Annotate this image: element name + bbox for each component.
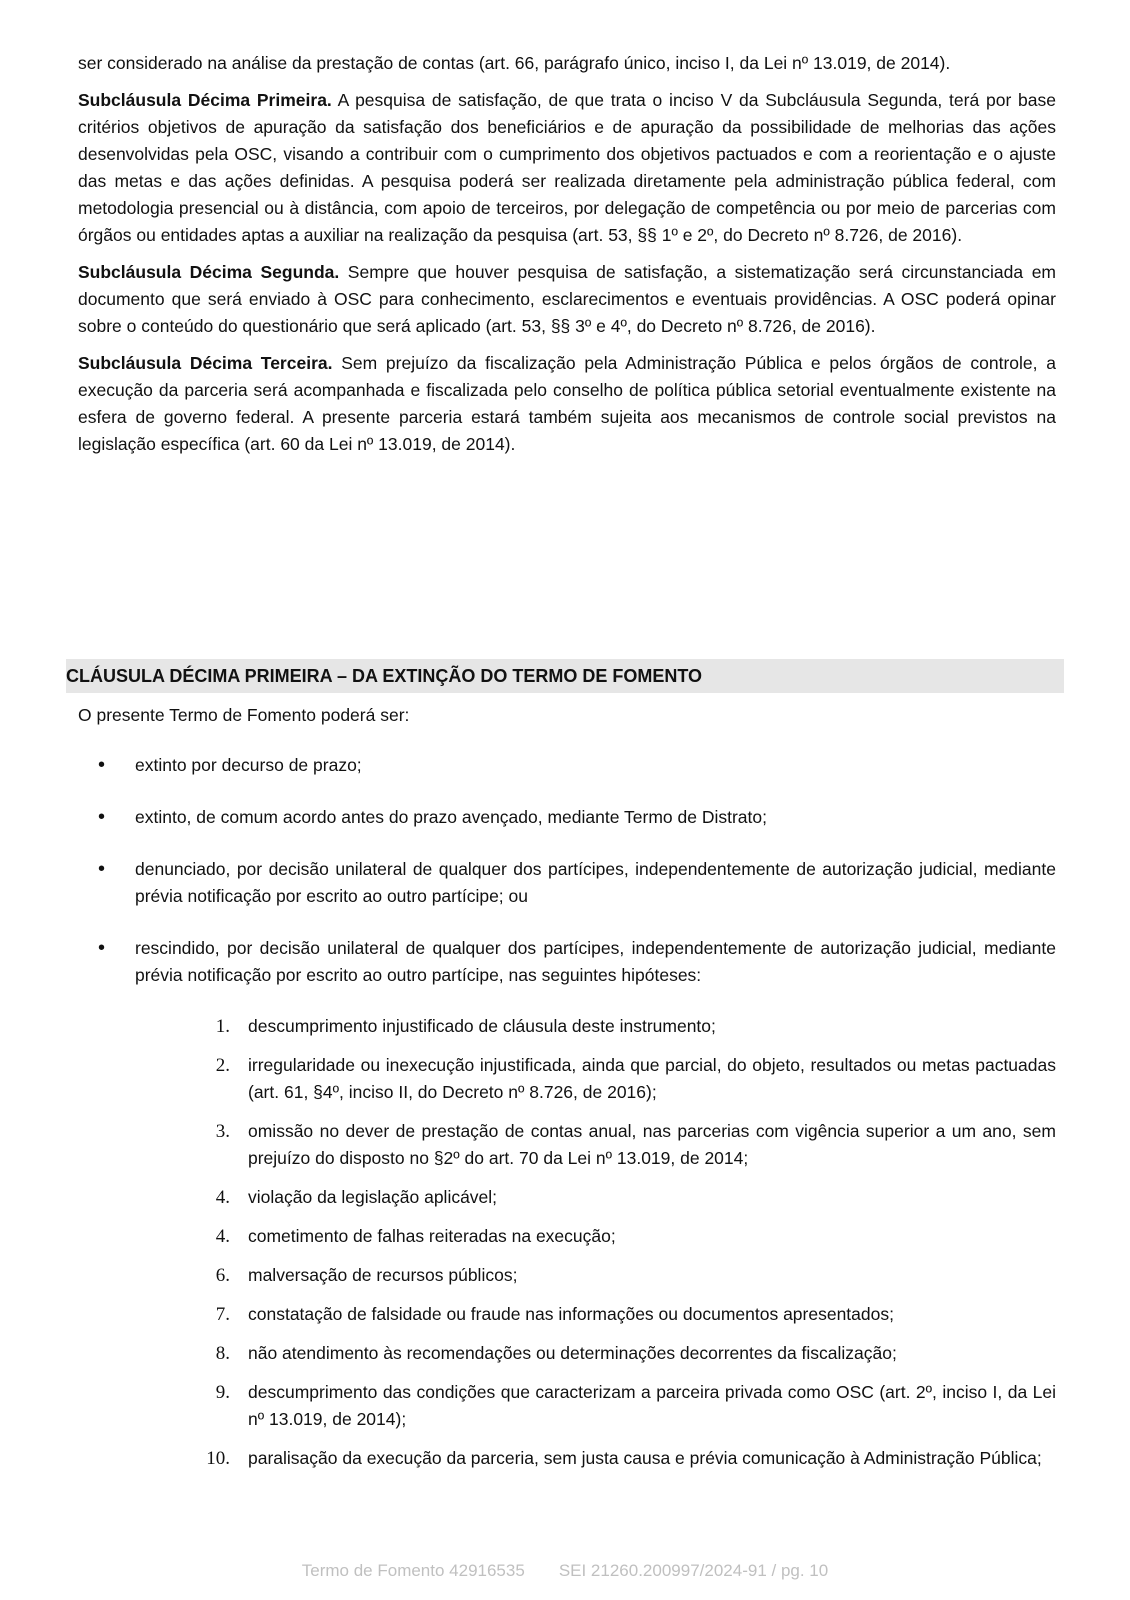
- item-text: malversação de recursos públicos;: [248, 1265, 518, 1285]
- body-text: [78, 50, 1056, 468]
- item-number: 2.: [215, 1055, 230, 1076]
- termination-bullet-list: [78, 752, 1056, 989]
- subclause-text: Sem prejuízo da fiscalização pela Administração Pública e pelos órgãos de controle, a execução da parceria será acompanhada e fiscalizada pelo conselho de política pública setorial eventualmente existente na esfera de governo federal. A presente parceria estará também sujeita aos mecanismos de controle social previstos na legislação específica (art. 60 da Lei nº 13.019, de 2014).: [78, 353, 1056, 454]
- list-item: [78, 1118, 1056, 1172]
- list-item: [78, 1262, 1056, 1289]
- item-text: violação da legislação aplicável;: [248, 1187, 498, 1207]
- item-text: constatação de falsidade ou fraude nas informações ou documentos apresentados;: [248, 1304, 894, 1324]
- subclause-thirteenth: [78, 350, 1056, 458]
- list-item: [78, 1301, 1056, 1328]
- item-number: 4.: [215, 1187, 230, 1208]
- list-item: • denunciado, por decisão unilateral de qualquer dos partícipes, independentemente de autorização judicial, mediante prévia notificação por escrito ao outro partícipe; ou: [78, 856, 1056, 910]
- list-item: [78, 1340, 1056, 1367]
- paragraph-text: ser considerado na análise da prestação de contas (art. 66, parágrafo único, inciso I, da Lei nº 13.019, de 2014).: [78, 53, 951, 73]
- item-number: 7.: [215, 1304, 230, 1325]
- subclause-title: Subcláusula Décima Segunda.: [78, 262, 340, 282]
- item-number: 4.: [215, 1226, 230, 1247]
- item-number: 1.: [215, 1016, 230, 1037]
- paragraph-continuation: [78, 50, 1056, 77]
- rescission-hypotheses-list: [78, 1013, 1056, 1484]
- list-item: [78, 1013, 1056, 1040]
- item-number: 6.: [215, 1265, 230, 1286]
- item-text: descumprimento injustificado de cláusula deste instrumento;: [248, 1016, 716, 1036]
- list-item: [78, 1184, 1056, 1211]
- footer-sei-page: SEI 21260.200997/2024-91 / pg. 10: [558, 1561, 829, 1580]
- item-text: não atendimento às recomendações ou determinações decorrentes da fiscalização;: [248, 1343, 897, 1363]
- subclause-title: Subcláusula Décima Terceira.: [78, 353, 333, 373]
- list-item: [78, 1379, 1056, 1433]
- page-footer: [0, 1561, 1130, 1581]
- list-item: • extinto, de comum acordo antes do prazo avençado, mediante Termo de Distrato;: [78, 804, 1056, 831]
- clause-intro: O presente Termo de Fomento poderá ser:: [78, 705, 410, 725]
- list-item: • rescindido, por decisão unilateral de qualquer dos partícipes, independentemente de autorização judicial, mediante prévia notificação por escrito ao outro partícipe, nas seguintes hipóteses:: [78, 935, 1056, 989]
- list-item: [78, 1445, 1056, 1472]
- item-text: paralisação da execução da parceria, sem justa causa e prévia comunicação à Administração Pública;: [248, 1448, 1042, 1468]
- item-number: 9.: [215, 1382, 230, 1403]
- item-number: 3.: [215, 1121, 230, 1142]
- subclause-text: A pesquisa de satisfação, de que trata o inciso V da Subcláusula Segunda, terá por base critérios objetivos de apuração da satisfação dos beneficiários e de apuração da possibilidade de melhorias das ações desenvolvidas pela OSC, visando a contribuir com o cumprimento dos objetivos pactuados e com a reorientação e o ajuste das metas e das ações definidas. A pesquisa poderá ser realizada diretamente pela administração pública federal, com metodologia presencial ou à distância, com apoio de terceiros, por delegação de competência ou por meio de parcerias com órgãos ou entidades aptas a auxiliar na realização da pesquisa (art. 53, §§ 1º e 2º, do Decreto nº 8.726, de 2016).: [78, 90, 1056, 245]
- item-number: 10.: [206, 1448, 230, 1469]
- item-text: cometimento de falhas reiteradas na execução;: [248, 1226, 616, 1246]
- item-number: 8.: [215, 1343, 230, 1364]
- subclause-title: Subcláusula Décima Primeira.: [78, 90, 332, 110]
- subclause-text: Sempre que houver pesquisa de satisfação, a sistematização será circunstanciada em documento que será enviado à OSC para conhecimento, esclarecimentos e eventuais providências. A OSC poderá opinar sobre o conteúdo do questionário que será aplicado (art. 53, §§ 3º e 4º, do Decreto nº 8.726, de 2016).: [78, 262, 1056, 336]
- list-item: [78, 1052, 1056, 1106]
- list-item: [78, 1223, 1056, 1250]
- clause-heading: [66, 659, 1064, 693]
- footer-document-id: Termo de Fomento 42916535: [301, 1561, 525, 1580]
- list-item: • extinto por decurso de prazo;: [78, 752, 1056, 779]
- subclause-eleventh: [78, 87, 1056, 249]
- item-text: descumprimento das condições que caracterizam a parceira privada como OSC (art. 2º, inciso I, da Lei nº 13.019, de 2014);: [248, 1382, 1056, 1429]
- clause-heading-text: CLÁUSULA DÉCIMA PRIMEIRA – DA EXTINÇÃO DO TERMO DE FOMENTO: [66, 666, 703, 686]
- subclause-twelfth: [78, 259, 1056, 340]
- item-text: omissão no dever de prestação de contas anual, nas parcerias com vigência superior a um ano, sem prejuízo do disposto no §2º do art. 70 da Lei nº 13.019, de 2014;: [248, 1121, 1056, 1168]
- item-text: irregularidade ou inexecução injustificada, ainda que parcial, do objeto, resultados ou metas pactuadas (art. 61, §4º, inciso II, do Decreto nº 8.726, de 2016);: [248, 1055, 1056, 1102]
